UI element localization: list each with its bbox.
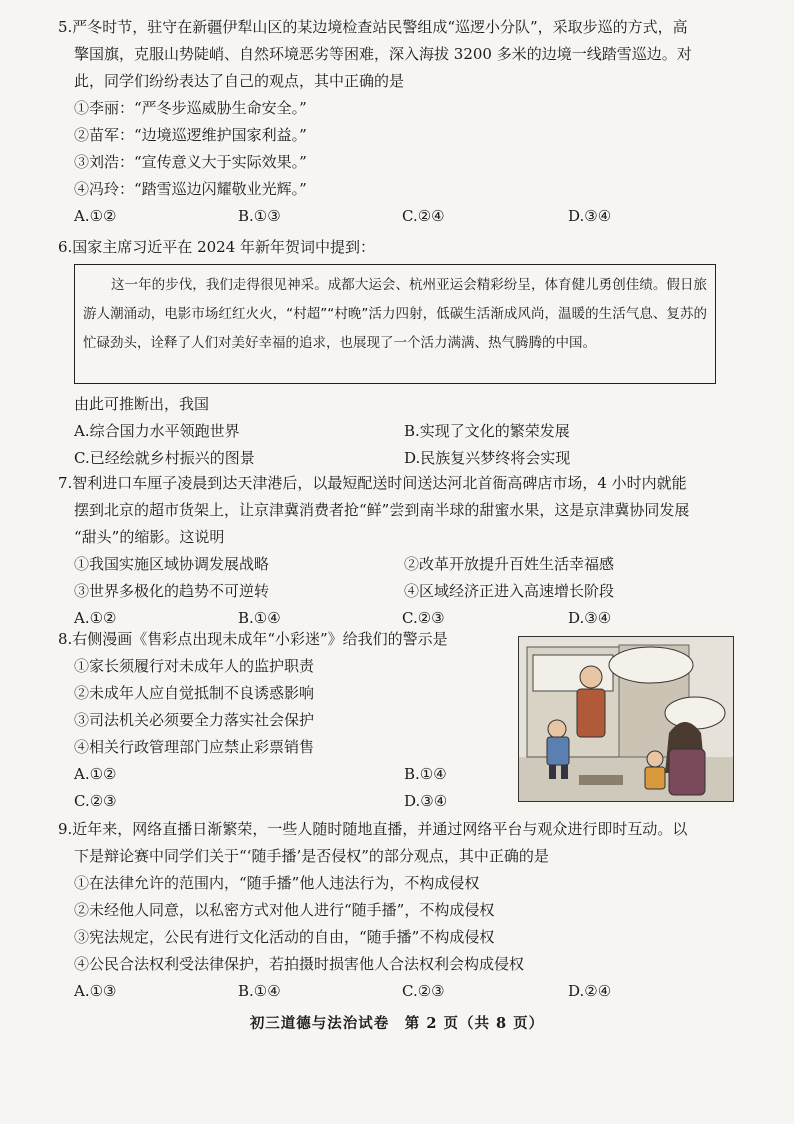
statement: ④公民合法权利受法律保护，若拍摄时损害他人合法权利会构成侵权 xyxy=(74,955,525,973)
statement: ③刘浩：“宣传意义大于实际效果。” xyxy=(74,153,307,171)
option-d[interactable]: D.②④ xyxy=(568,982,612,1000)
answer-options xyxy=(58,978,768,1005)
question-stem: “甜头”的缩影。这说明 xyxy=(74,528,225,546)
option-c[interactable]: C.②③ xyxy=(402,609,445,627)
question-stem: 5.严冬时节，驻守在新疆伊犁山区的某边境检查站民警组成“巡逻小分队”，采取步巡的方式，高 xyxy=(58,18,688,36)
statement-row xyxy=(58,551,768,578)
answer-options xyxy=(58,418,768,445)
question-6 xyxy=(58,234,768,261)
statement: ①家长须履行对未成年人的监护职责 xyxy=(74,657,315,675)
option-a[interactable]: A.①② xyxy=(74,207,117,225)
statement: ④冯玲：“踏雪巡边闪耀敬业光辉。” xyxy=(74,180,307,198)
question-stem: 此，同学们纷纷表达了自己的观点，其中正确的是 xyxy=(74,72,405,90)
option-d[interactable]: D.民族复兴梦终将会实现 xyxy=(404,449,571,467)
answer-options xyxy=(58,788,508,815)
cartoon-illustration xyxy=(519,637,734,802)
option-b[interactable]: B.实现了文化的繁荣发展 xyxy=(404,422,570,440)
option-b[interactable]: B.①④ xyxy=(404,765,447,783)
option-a[interactable]: A.综合国力水平领跑世界 xyxy=(74,422,240,440)
question-9 xyxy=(58,816,768,1005)
statement: ②苗军：“边境巡逻维护国家利益。” xyxy=(74,126,307,144)
option-b[interactable]: B.①④ xyxy=(238,982,281,1000)
answer-options xyxy=(58,445,768,472)
option-a[interactable]: A.①② xyxy=(74,765,117,783)
statement: ①在法律允许的范围内，“随手播”他人违法行为，不构成侵权 xyxy=(74,874,480,892)
question-stem: 9.近年来，网络直播日渐繁荣，一些人随时随地直播，并通过网络平台与观众进行即时互动。以 xyxy=(58,820,688,838)
option-c[interactable]: C.②④ xyxy=(402,207,445,225)
option-c[interactable]: C.②③ xyxy=(74,792,117,810)
statement: ②未经他人同意，以私密方式对他人进行“随手播”，不构成侵权 xyxy=(74,901,495,919)
option-c[interactable]: C.已经绘就乡村振兴的图景 xyxy=(74,449,255,467)
question-stem: 7.智利进口车厘子凌晨到达天津港后，以最短配送时间送达河北首衙高碑店市场，4 小时内就能 xyxy=(58,474,687,492)
statement: ④相关行政管理部门应禁止彩票销售 xyxy=(74,738,315,756)
option-d[interactable]: D.③④ xyxy=(568,207,612,225)
statement: ③司法机关必须要全力落实社会保护 xyxy=(74,711,315,729)
answer-options xyxy=(58,761,508,788)
statement: ②未成年人应自觉抵制不良诱惑影响 xyxy=(74,684,315,702)
statement: ④区域经济正进入高速增长阶段 xyxy=(404,582,615,600)
statement: ③世界多极化的趋势不可逆转 xyxy=(74,582,270,600)
question-6-options xyxy=(58,391,768,472)
option-d[interactable]: D.③④ xyxy=(568,609,612,627)
option-b[interactable]: B.①③ xyxy=(238,207,281,225)
option-a[interactable]: A.①③ xyxy=(74,982,117,1000)
question-7 xyxy=(58,470,768,632)
page-footer: 初三道德与法治试卷 第 2 页（共 8 页） xyxy=(249,1015,545,1032)
option-b[interactable]: B.①④ xyxy=(238,609,281,627)
option-d[interactable]: D.③④ xyxy=(404,792,448,810)
question-stem: 6.国家主席习近平在 2024 年新年贺词中提到： xyxy=(58,238,376,256)
question-lead: 由此可推断出，我国 xyxy=(74,395,210,413)
answer-options xyxy=(58,203,768,230)
statement: ①我国实施区域协调发展战略 xyxy=(74,555,270,573)
option-c[interactable]: C.②③ xyxy=(402,982,445,1000)
question-8 xyxy=(58,626,508,815)
statement: ②改革开放提升百姓生活幸福感 xyxy=(404,555,615,573)
statement: ①李丽：“严冬步巡威胁生命安全。” xyxy=(74,99,307,117)
lottery-cartoon-image xyxy=(518,636,734,802)
question-stem: 8.右侧漫画《售彩点出现未成年“小彩迷”》给我们的警示是 xyxy=(58,630,448,648)
question-stem: 擎国旗，克服山势陡峭、自然环境恶劣等困难，深入海拔 3200 多米的边境一线踏雪巡边。对 xyxy=(74,45,692,63)
option-a[interactable]: A.①② xyxy=(74,609,117,627)
quote-box: 这一年的步伐，我们走得很见神采。成都大运会、杭州亚运会精彩纷呈，体育健儿勇创佳绩。假日旅游人潮涌动，电影市场红红火火，“村超”“村晚”活力四射，低碳生活渐成风尚，温暖的生活气息、复苏的忙碌劲头，诠释了人们对美好幸福的追求，也展现了一个活力满满、热气腾腾的中国。 xyxy=(74,264,716,384)
question-5 xyxy=(58,14,768,230)
question-stem: 摆到北京的超市货架上，让京津冀消费者抢“鲜”尝到南半球的甜蜜水果，这是京津冀协同发展 xyxy=(74,501,690,519)
statement: ③宪法规定，公民有进行文化活动的自由，“随手播”不构成侵权 xyxy=(74,928,495,946)
question-stem: 下是辩论赛中同学们关于“‘随手播’是否侵权”的部分观点，其中正确的是 xyxy=(74,847,549,865)
statement-row xyxy=(58,578,768,605)
